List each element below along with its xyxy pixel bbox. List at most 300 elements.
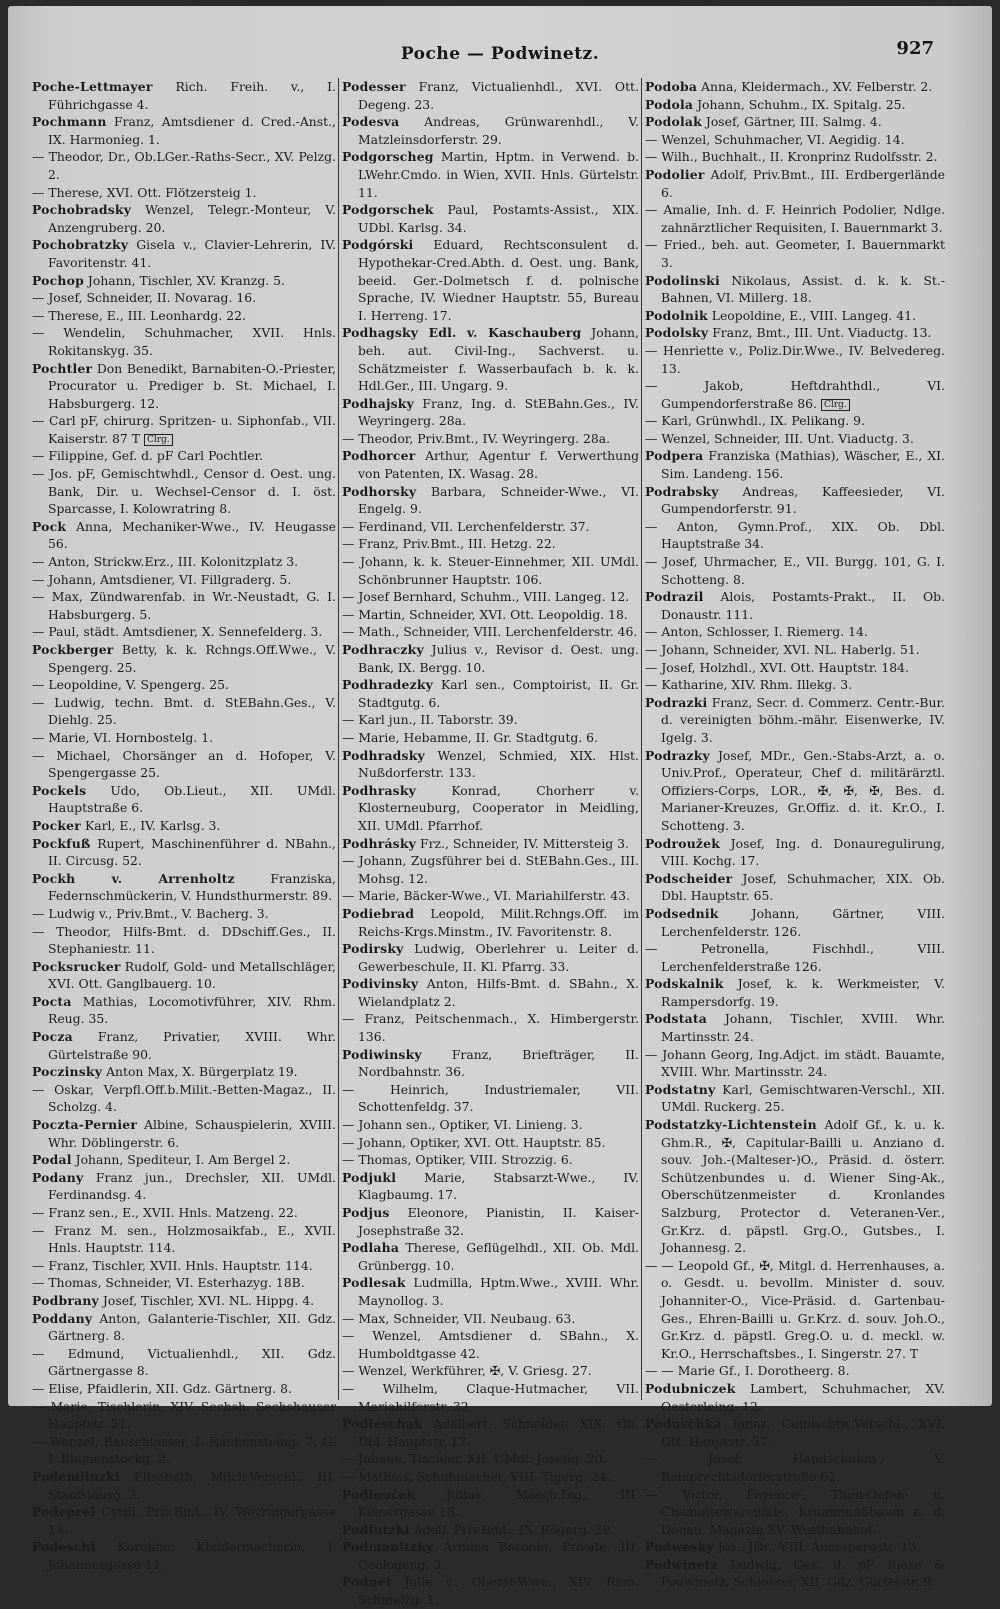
entry-details: Johann, Tischler, XII. UMdl. Josefig. 20.	[358, 1451, 607, 1467]
directory-entry	[342, 782, 639, 835]
entry-details: Albine, Schauspielerin, XVIII. Whr. Döblingerstr. 6.	[48, 1117, 336, 1150]
directory-entry	[32, 78, 336, 113]
entry-details: Karl sen., Comptoirist, II. Gr. Stadtgutg. 6.	[358, 677, 639, 710]
directory-entry	[342, 113, 639, 148]
entry-details: Karoline, Kleidermacherin, I. Johannesgasse 11.	[48, 1539, 336, 1572]
entry-details: Thomas, Optiker, VIII. Strozzig. 6.	[358, 1152, 573, 1168]
entry-surname: Pockels	[32, 782, 87, 798]
entry-surname: Podstatny	[645, 1081, 716, 1097]
ditto-dash: —	[32, 1380, 45, 1396]
directory-entry	[342, 1486, 639, 1521]
ditto-dash: —	[342, 729, 355, 745]
entry-surname: Podhraczky	[342, 642, 424, 657]
directory-subentry	[32, 1081, 336, 1116]
entry-details: Ignaz, Gemischtw.Verschl., XVI. Ott. Hauptstr. 57.	[661, 1416, 945, 1449]
ditto-dash: —	[32, 905, 45, 921]
entry-details: Ludwig, techn. Bmt. d. StEBahn.Ges., V. Diehlg. 25.	[48, 694, 336, 728]
entry-surname: Pochobratzky	[32, 237, 129, 253]
entry-details: Eleonore, Pianistin, II. Kaiser-Josephstraße 32.	[358, 1205, 639, 1238]
entry-details: Udo, Ob.Lieut., XII. UMdl. Hauptstraße 6.	[48, 782, 336, 816]
ditto-dash: —	[342, 1011, 355, 1027]
entry-surname: Pocza	[32, 1029, 73, 1045]
entry-details: Johann, k. k. Steuer-Einnehmer, XII. UMdl. Schönbrunner Hauptstr. 106.	[358, 554, 639, 587]
entry-details: Ferdinand, VII. Lerchenfelderstr. 37.	[358, 518, 590, 534]
entry-surname: Podlouček	[342, 1486, 416, 1502]
entry-details: Josef, Gärtner, III. Salmg. 4.	[705, 114, 882, 130]
directory-entry	[645, 307, 945, 325]
entry-details: Wenzel, Amtsdiener d. SBahn., X. Humboldtgasse 42.	[358, 1328, 639, 1361]
directory-subentry	[645, 377, 945, 412]
entry-surname: Pochtler	[32, 360, 93, 376]
directory-subentry	[645, 412, 945, 430]
entry-details: Oskar, Verpfl.Off.b.Milit.-Betten-Magaz., II. Scholzg. 4.	[48, 1081, 336, 1115]
directory-entry	[645, 835, 945, 870]
directory-entry	[342, 905, 639, 940]
directory-subentry	[342, 1310, 639, 1328]
entry-details: Marie, Tischlerin, XIV. Sechsh. Sechshauser Hauptstr. 51.	[48, 1398, 336, 1432]
ditto-dash: —	[342, 1380, 355, 1396]
ditto-dash: —	[342, 712, 355, 728]
entry-details: Franz, Tischler, XVII. Hnls. Hauptstr. 114.	[48, 1257, 313, 1273]
directory-entry	[645, 96, 945, 114]
directory-subentry	[645, 1362, 945, 1380]
directory-entry	[32, 993, 336, 1028]
ditto-dash: —	[32, 448, 45, 464]
ditto-dash: —	[32, 413, 45, 429]
entry-details: Anna, Kleidermach., XV. Felberstr. 2.	[701, 79, 933, 94]
directory-subentry	[645, 201, 945, 236]
entry-details: Johann, Tischler, XVIII. Whr. Martinsstr. 24.	[661, 1011, 945, 1045]
directory-entry	[32, 201, 336, 236]
directory-subentry	[645, 940, 945, 975]
ditto-dash: —	[645, 237, 658, 253]
directory-subentry	[32, 307, 336, 325]
ditto-dash: —	[32, 1275, 45, 1291]
entry-details: Petronella, Fischhdl., VIII. Lerchenfelderstraße 126.	[661, 941, 945, 974]
directory-subentry	[32, 747, 336, 782]
directory-subentry	[645, 553, 945, 588]
entry-details: Josef, MDr., Gen.-Stabs-Arzt, a. o. Univ.Prof., Operateur, Chef d. militärärztl. Offiziers-Corps, LOR., ✠, ✠, ✠, Bes. d. Marianer-Kreuzes, Gr.Offiz. d. it. Kr.O., I. Schotteng. 3.	[661, 747, 945, 833]
entry-details: Armine Baronin, Private, III. Geologeng. 3.	[358, 1539, 639, 1572]
entry-details: Karl, Gemischtwaren-Verschl., XII. UMdl. Ruckerg. 25.	[661, 1081, 945, 1115]
ditto-dash: —	[32, 1222, 45, 1238]
entry-surname: Podgorschek	[342, 202, 434, 218]
directory-subentry	[32, 571, 336, 589]
entry-details: Ludwig v., Priv.Bmt., V. Bacherg. 3.	[48, 905, 269, 921]
directory-subentry	[342, 518, 639, 536]
entry-details: Wenzel, Telegr.-Monteur, V. Anzengruberg. 20.	[48, 202, 336, 235]
directory-entry	[32, 1503, 336, 1538]
entry-details: Franz, Briefträger, II. Nordbahnstr. 36.	[358, 1046, 639, 1080]
directory-entry	[342, 148, 639, 201]
directory-subentry	[645, 1257, 945, 1363]
directory-entry	[645, 1116, 945, 1257]
entry-surname: Podhorsky	[342, 483, 417, 499]
entry-details: Anna, Mechaniker-Wwe., IV. Heugasse 56.	[48, 518, 336, 552]
directory-entry	[645, 747, 945, 835]
entry-details: Rich. Freih. v., I. Führichgasse 4.	[48, 79, 336, 112]
entry-details: Anton, Galanterie-Tischler, XII. Gdz. Gärtnerg. 8.	[48, 1310, 336, 1344]
entry-details: Julius v., Revisor d. Oest. ung. Bank, IX. Bergg. 10.	[358, 642, 639, 675]
entry-details: Theodor, Priv.Bmt., IV. Weyringerg. 28a.	[358, 430, 611, 446]
entry-surname: Podjukl	[342, 1169, 397, 1185]
ditto-dash: —	[32, 571, 45, 587]
entry-details: Marie, VI. Hornbostelg. 1.	[48, 729, 214, 745]
directory-entry	[342, 1239, 639, 1274]
ditto-dash: —	[32, 694, 45, 710]
entry-details: Josef, Uhrmacher, E., VII. Burgg. 101, G. I. Schotteng. 8.	[661, 554, 945, 587]
directory-entry	[342, 201, 639, 236]
entry-details: Ludmilla, Hptm.Wwe., XVIII. Whr. Maynollog. 3.	[358, 1275, 639, 1308]
entry-details: Franz M. sen., Holzmosaikfab., E., XVII. Hnls. Hauptstr. 114.	[48, 1222, 336, 1256]
ditto-dash: —	[645, 149, 658, 165]
directory-subentry	[645, 236, 945, 271]
ditto-dash: —	[32, 554, 45, 570]
directory-entry	[32, 958, 336, 993]
entry-details: Andreas, Kaffeesieder, VI. Gumpendorferstr. 91.	[661, 483, 945, 517]
ditto-dash: —	[645, 413, 658, 429]
ditto-dash: —	[645, 624, 658, 640]
ditto-dash: —	[32, 923, 45, 939]
entry-details: Anton, Schlosser, I. Riemerg. 14.	[661, 624, 868, 640]
ditto-dash: —	[32, 1345, 45, 1361]
entry-surname: Podrazil	[645, 589, 704, 605]
entry-surname: Podlutzki	[342, 1521, 410, 1537]
directory-entry	[342, 1415, 639, 1450]
entry-surname: Poche-Lettmayer	[32, 79, 153, 94]
directory-subentry	[645, 518, 945, 553]
ditto-dash: — —	[645, 1363, 674, 1379]
entry-surname: Podrazky	[645, 747, 710, 763]
entry-details: Henriette v., Poliz.Dir.Wwe., IV. Belvedereg. 13.	[661, 342, 945, 376]
entry-details: Lambert, Schuhmacher, XV. Oesterleing. 12.	[661, 1380, 945, 1414]
entry-details: Adolf, Priv.Bmt., III. Erdbergerlände 6.	[661, 166, 945, 200]
entry-surname: Podsednik	[645, 905, 719, 921]
entry-surname: Pockh v. Arrenholtz	[32, 870, 235, 886]
directory-subentry	[32, 184, 336, 202]
directory-entry	[342, 1046, 639, 1081]
entry-surname: Pocker	[32, 817, 81, 833]
entry-surname: Podolak	[645, 114, 702, 130]
entry-details: Josef, Handschuhm., V. Reinprechtsdorferstraße 62.	[661, 1451, 945, 1484]
entry-details: Andreas, Grünwarenhdl., V. Matzleinsdorferstr. 29.	[358, 114, 639, 147]
entry-details: Frz., Schneider, IV. Mittersteig 3.	[420, 835, 629, 851]
entry-details: Jos. pF, Gemischtwhdl., Censor d. Oest. ung. Bank, Dir. u. Wechsel-Censor d. I. öst. Sparcasse, I. Kolowratring 8.	[48, 466, 336, 517]
directory-entry	[32, 1169, 336, 1204]
directory-entry	[645, 870, 945, 905]
entry-surname: Pocksrucker	[32, 958, 121, 974]
entry-details: Josef, Schneider, II. Novarag. 16.	[48, 290, 257, 306]
entry-details: Thomas, Schneider, VI. Esterhazyg. 18B.	[48, 1275, 305, 1291]
entry-details: Johann, Amtsdiener, VI. Fillgraderg. 5.	[48, 571, 292, 587]
ditto-dash: —	[342, 624, 355, 640]
entry-details: Alois, Postamts-Prakt., II. Ob. Donaustr. 111.	[661, 589, 945, 622]
entry-details: Don Benedikt, Barnabiten-O.-Priester, Procurator u. Prediger b. St. Michael, I. Habsburgerg. 12.	[48, 360, 336, 411]
entry-details: Johann, Optiker, XVI. Ott. Hauptstr. 85.	[358, 1134, 606, 1150]
ditto-dash: —	[342, 554, 355, 570]
directory-entry	[645, 905, 945, 940]
ditto-dash: —	[32, 325, 45, 341]
ditto-dash: —	[645, 1046, 658, 1062]
boxed-mark: Clrg.	[144, 434, 173, 446]
ditto-dash: —	[32, 1398, 45, 1414]
directory-subentry	[342, 1116, 639, 1134]
directory-subentry	[342, 1362, 639, 1380]
directory-entry	[342, 324, 639, 394]
directory-entry	[645, 1538, 945, 1556]
directory-subentry	[342, 852, 639, 887]
entry-surname: Podubniczek	[645, 1380, 736, 1396]
entry-details: Franz, Ing. d. StEBahn.Ges., IV. Weyringerg. 28a.	[358, 395, 639, 429]
entry-surname: Podiebrad	[342, 905, 415, 921]
ditto-dash: —	[32, 307, 45, 323]
directory-entry	[32, 236, 336, 271]
directory-entry	[32, 641, 336, 676]
ditto-dash: —	[32, 466, 45, 482]
entry-surname: Pochop	[32, 272, 84, 288]
entry-details: Elisabeth, Milch-Verschl., III. Stanislausg. 3.	[48, 1468, 336, 1502]
directory-subentry	[342, 553, 639, 588]
ditto-dash: —	[645, 554, 658, 570]
column-rule	[641, 78, 642, 1400]
directory-entry	[645, 694, 945, 747]
directory-entry	[645, 447, 945, 482]
directory-subentry	[342, 588, 639, 606]
directory-entry	[32, 1116, 336, 1151]
entry-details: Leopold, Milit.Rchngs.Off. im Reichs-Krgs.Minstm., IV. Favoritenstr. 8.	[358, 905, 639, 939]
entry-surname: Podgórski	[342, 237, 414, 253]
entry-surname: Podrabsky	[645, 483, 719, 499]
directory-entry	[32, 870, 336, 905]
entry-surname: Podlaha	[342, 1240, 400, 1256]
entry-surname: Podhrásky	[342, 835, 417, 851]
entry-surname: Podiwinsky	[342, 1046, 422, 1062]
directory-entry	[32, 782, 336, 817]
ditto-dash: —	[645, 518, 658, 534]
entry-details: Johann, Spediteur, I. Am Bergel 2.	[75, 1152, 291, 1168]
entry-details: Wenzel, Schmied, XIX. Hlst. Nußdorferstr. 133.	[358, 747, 639, 781]
ditto-dash: —	[645, 131, 658, 147]
directory-entry	[645, 1556, 945, 1591]
ditto-dash: —	[645, 1486, 658, 1502]
entry-details: Cyrill, Priv.Bmt., IV. Weyringergasse 13.	[48, 1504, 336, 1537]
page-number: 927	[896, 38, 934, 59]
directory-subentry	[645, 1486, 945, 1539]
directory-entry	[342, 447, 639, 482]
entry-details: Josef, Ing. d. Donauregulirung, VIII. Kochg. 17.	[661, 835, 945, 869]
entry-details: Paul, städt. Amtsdiener, X. Sennefelderg. 3.	[48, 624, 323, 640]
directory-subentry	[645, 131, 945, 149]
directory-entry	[342, 1204, 639, 1239]
entry-surname: Podstatzky-Lichtenstein	[645, 1117, 817, 1133]
directory-subentry	[645, 623, 945, 641]
directory-entry	[645, 324, 945, 342]
entry-details: Filippine, Gef. d. pF Carl Pochtler.	[48, 448, 264, 464]
directory-subentry	[645, 641, 945, 659]
directory-subentry	[32, 148, 336, 183]
ditto-dash: —	[342, 518, 355, 534]
directory-entry	[342, 483, 639, 518]
directory-page	[8, 6, 992, 1608]
entry-surname: Podesva	[342, 114, 400, 130]
ditto-dash: —	[342, 1363, 355, 1379]
entry-surname: Podpera	[645, 448, 704, 464]
entry-details: Franziska, Federnschmückerin, V. Hundsthurmerstr. 89.	[48, 870, 336, 904]
ditto-dash: —	[32, 589, 45, 605]
entry-details: Math., Schneider, VIII. Lerchenfelderstr. 46.	[358, 624, 638, 640]
entry-surname: Podnet	[342, 1574, 392, 1590]
ditto-dash: —	[32, 149, 45, 165]
ditto-dash: —	[342, 1117, 355, 1133]
entry-surname: Podhajsky	[342, 395, 414, 411]
entry-surname: Podivinsky	[342, 976, 419, 992]
entry-surname: Podmanitzky	[342, 1539, 434, 1555]
directory-subentry	[342, 1327, 639, 1362]
entry-details: Leopold Gf., ✠, Mitgl. d. Herrenhauses, a. o. Gesdt. u. bevollm. Minister d. souv. Johanniter-O., Vice-Präsid. d. Gartenbau-Ges., Ehren-Bailli u. Gr.Krz. d. souv. Joh.O., Gr.Krz. d. päpstl. Greg.O. u. d. meckl. w. Kr.O., Herrschaftsbes., I. Singerstr. 27. T	[661, 1257, 945, 1361]
directory-subentry	[342, 1134, 639, 1152]
directory-subentry	[342, 623, 639, 641]
entry-details: Johann, Zugsführer bei d. StEBahn.Ges., III. Mohsg. 12.	[358, 853, 639, 886]
entry-surname: Podolnik	[645, 307, 708, 323]
directory-entry	[32, 835, 336, 870]
ditto-dash: —	[32, 290, 45, 306]
entry-details: Mathias, Locomotivführer, XIV. Rhm. Reug. 35.	[48, 993, 336, 1027]
entry-details: Franz, Privatier, XVIII. Whr. Gürtelstraße 90.	[48, 1029, 336, 1062]
entry-surname: Poddany	[32, 1310, 93, 1326]
entry-details: Josef, Holzhdl., XVI. Ott. Hauptstr. 184.	[661, 659, 909, 675]
entry-details: Mathias, Schuhmacher, VIII. Tigerg. 24.	[358, 1468, 611, 1484]
boxed-mark: Clrg.	[821, 399, 850, 411]
ditto-dash: —	[645, 941, 658, 957]
ditto-dash: —	[342, 606, 355, 622]
directory-subentry	[342, 1010, 639, 1045]
entry-details: Franz, Bmt., III. Unt. Viaductg. 13.	[712, 325, 932, 341]
directory-subentry	[32, 923, 336, 958]
ditto-dash: —	[32, 1433, 45, 1449]
entry-details: Martin, Hptm. in Verwend. b. LWehr.Cmdo. in Wien, XVII. Hnls. Gürtelstr. 11.	[358, 149, 639, 200]
entry-details: Anton, Gymn.Prof., XIX. Ob. Dbl. Hauptstraße 34.	[661, 518, 945, 552]
entry-surname: Pock	[32, 518, 67, 534]
entry-surname: Podolier	[645, 166, 705, 182]
entry-surname: Podhrasky	[342, 782, 417, 798]
directory-entry	[645, 1380, 945, 1415]
ditto-dash: —	[342, 853, 355, 869]
directory-entry	[32, 113, 336, 148]
entry-details: Marie, Stabsarzt-Wwe., IV. Klagbaumg. 17.	[358, 1169, 639, 1203]
entry-details: Johann, Schuhm., IX. Spitalg. 25.	[697, 96, 906, 112]
entry-details: Franz, Peitschenmach., X. Himbergerstr. 136.	[358, 1011, 639, 1045]
entry-surname: Podgorscheg	[342, 149, 434, 165]
directory-subentry	[342, 711, 639, 729]
directory-subentry	[32, 729, 336, 747]
entry-details: Marie Gf., I. Dorotheerg. 8.	[677, 1363, 850, 1379]
ditto-dash: —	[342, 1081, 355, 1097]
entry-details: Leopoldine, E., VIII. Langeg. 41.	[711, 307, 916, 323]
entry-details: Theodor, Dr., Ob.LGer.-Raths-Secr., XV. Pelzg. 2.	[48, 149, 336, 182]
directory-subentry	[32, 694, 336, 729]
entry-surname: Podemlinzki	[32, 1468, 120, 1484]
entry-details: Anton, Hilfs-Bmt. d. SBahn., X. Wielandplatz 2.	[358, 976, 639, 1009]
ditto-dash: —	[342, 1468, 355, 1484]
entry-details: Wenzel, Bauschlosser, I. Rauhensteing. 7, G. I. Blumenstockg. 2.	[48, 1433, 336, 1467]
directory-subentry	[32, 1222, 336, 1257]
ditto-dash: —	[645, 342, 658, 358]
directory-entry	[32, 360, 336, 413]
directory-entry	[645, 1415, 945, 1450]
ditto-dash: — —	[645, 1257, 674, 1273]
entry-details: Gisela v., Clavier-Lehrerin, IV. Favoritenstr. 41.	[48, 237, 336, 270]
ditto-dash: —	[342, 888, 355, 904]
page-running-title: Poche — Podwinetz.	[400, 44, 600, 64]
entry-details: Karl, Grünwhdl., IX. Pelikang. 9.	[661, 413, 865, 429]
ditto-dash: —	[645, 642, 658, 657]
directory-subentry	[32, 553, 336, 571]
directory-entry	[342, 1274, 639, 1309]
entry-details: Konrad, Chorherr v. Klosterneuburg, Cooperator in Meidling, XII. UMdl. Pfarrhof.	[358, 782, 639, 833]
entry-details: Adolf, Priv.Bmt., IX. Rögerg. 29.	[413, 1521, 615, 1537]
directory-entry	[342, 1521, 639, 1539]
column-3	[645, 78, 945, 1591]
entry-details: Paul, Postamts-Assist., XIX. UDbl. Karlsg. 34.	[358, 202, 639, 235]
directory-subentry	[342, 606, 639, 624]
entry-surname: Podola	[645, 96, 694, 112]
entry-details: Johann, Schneider, XVI. NL. Haberlg. 51.	[661, 642, 920, 657]
entry-details: Wenzel, Werkführer, ✠, V. Griesg. 27.	[358, 1363, 592, 1379]
entry-details: Josef, Schuhmacher, XIX. Ob. Dbl. Hauptstr. 65.	[661, 870, 945, 904]
entry-details: Eduard, Rechtsconsulent d. Hypothekar-Cred.Abth. d. Oest. ung. Bank, beeid. Ger.-Dolmetsch f. d. polnische Sprache, IV. Wiedner Hauptstr. 55, Bureau I. Herreng. 17.	[358, 237, 639, 323]
entry-details: Victor, Fayence-, Thon-Oefen- u. Chamottewarenfab., Krummnußbaum a. d. Donau, Magazin XV. Westbahnhof.	[661, 1486, 945, 1537]
directory-entry	[32, 518, 336, 553]
entry-details: Josef, Tischler, XVI. NL. Hippg. 4.	[102, 1292, 315, 1308]
ditto-dash: —	[32, 1257, 45, 1273]
entry-details: Heinrich, Industriemaler, VII. Schottenfeldg. 37.	[358, 1081, 639, 1115]
entry-details: Ludwig, Ges. d. pF Riese & Podwinetz, Schlosser, XII. Gdz. Gürtelstr. 9.	[661, 1556, 945, 1590]
directory-subentry	[645, 1450, 945, 1485]
directory-subentry	[32, 588, 336, 623]
directory-subentry	[342, 1380, 639, 1415]
directory-subentry	[342, 430, 639, 448]
directory-subentry	[32, 676, 336, 694]
ditto-dash: —	[32, 1205, 45, 1220]
directory-subentry	[342, 1151, 639, 1169]
entry-details: Wenzel, Schneider, III. Unt. Viaductg. 3.	[661, 430, 914, 446]
entry-details: Johann sen., Optiker, VI. Linieng. 3.	[358, 1117, 583, 1133]
entry-details: Rudolf, Gold- und Metallschläger, XVI. Ott. Ganglbauerg. 10.	[48, 958, 336, 992]
ditto-dash: —	[32, 184, 45, 200]
directory-entry	[342, 975, 639, 1010]
entry-details: Franz, Amtsdiener d. Cred.-Anst., IX. Harmonieg. 1.	[48, 114, 336, 147]
entry-details: Josef Bernhard, Schuhm., VIII. Langeg. 12.	[358, 589, 630, 605]
entry-surname: Podlesak	[342, 1275, 406, 1291]
directory-entry	[32, 1310, 336, 1345]
entry-details: Katharine, XIV. Rhm. Illekg. 3.	[661, 677, 853, 693]
entry-surname: Podhradezky	[342, 677, 434, 693]
ditto-dash: —	[32, 729, 45, 745]
entry-surname: Podhradsky	[342, 747, 425, 763]
entry-details: Franz jun., Drechsler, XII. UMdl. Ferdinandsg. 4.	[48, 1169, 336, 1203]
entry-details: Elise, Pfaidlerin, XII. Gdz. Gärtnerg. 8.	[48, 1380, 292, 1396]
entry-details: Franz, Priv.Bmt., III. Hetzg. 22.	[358, 536, 556, 552]
directory-entry	[32, 1063, 336, 1081]
ditto-dash: —	[342, 1310, 355, 1326]
entry-details: Anton Max, X. Bürgerplatz 19.	[106, 1064, 298, 1080]
entry-surname: Podhagsky Edl. v. Kaschauberg	[342, 325, 582, 341]
directory-entry	[342, 676, 639, 711]
ditto-dash: —	[342, 1328, 355, 1344]
directory-subentry	[342, 535, 639, 553]
ditto-dash: —	[645, 659, 658, 675]
ditto-dash: —	[645, 202, 658, 218]
